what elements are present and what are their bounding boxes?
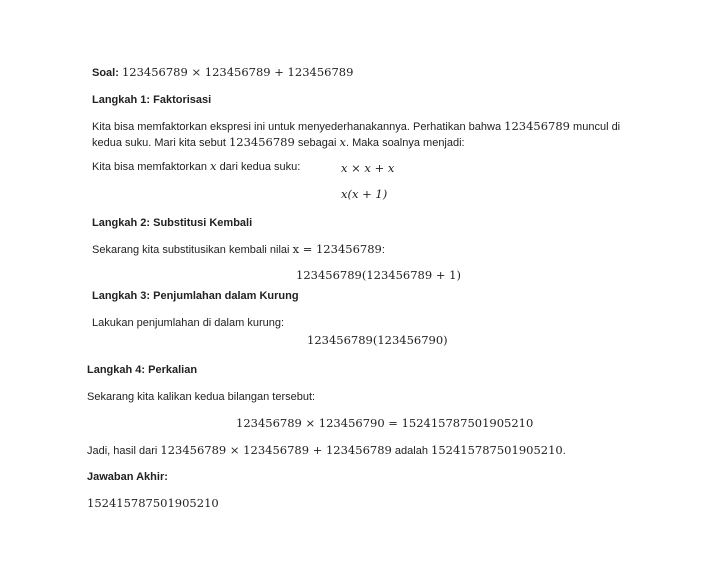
step3-heading: Langkah 3: Penjumlahan dalam Kurung — [92, 290, 299, 302]
step1-equation-2: x(x + 1) — [341, 187, 388, 201]
step2-heading: Langkah 2: Substitusi Kembali — [92, 217, 253, 229]
step2-inline-equation: x = 123456789 — [292, 242, 382, 256]
conclusion-expression: 123456789 × 123456789 + 123456789 — [160, 443, 392, 457]
problem-statement — [92, 65, 353, 81]
final-answer-heading: Jawaban Akhir: — [87, 471, 168, 483]
step1-factor-text: Kita bisa memfaktorkan x dari kedua suku: — [92, 159, 301, 173]
step4-heading: Langkah 4: Perkalian — [87, 364, 198, 376]
problem-label: Soal: — [92, 67, 119, 79]
conclusion-result: 152415787501905210 — [431, 443, 563, 457]
step1-equation-1: x × x + x — [341, 161, 395, 175]
step3-text: Lakukan penjumlahan di dalam kurung: — [92, 317, 285, 329]
step4-text: Sekarang kita kalikan kedua bilangan tersebut: — [87, 391, 316, 403]
problem-expression: 123456789 × 123456789 + 123456789 — [121, 65, 354, 79]
conclusion-text: Jadi, hasil dari 123456789 × 123456789 + 123456789 adalah 152415787501905210. — [87, 443, 566, 457]
step1-paragraph: Kita bisa memfaktorkan ekspresi ini untuk menyederhanakannya. Perhatikan bahwa 123456789 muncul di kedua suku. Mari kita sebut 123456789 sebagai x. Maka soalnya menjadi: — [92, 119, 621, 149]
step2-text: Sekarang kita substitusikan kembali nilai x = 123456789: — [92, 242, 385, 256]
step1-heading: Langkah 1: Faktorisasi — [92, 94, 212, 106]
final-answer-value: 152415787501905210 — [87, 496, 219, 510]
step2-equation: 123456789(123456789 + 1) — [296, 268, 461, 282]
step3-equation: 123456789(123456790) — [307, 333, 448, 347]
step4-equation: 123456789 × 123456790 = 152415787501905210 — [236, 416, 534, 430]
